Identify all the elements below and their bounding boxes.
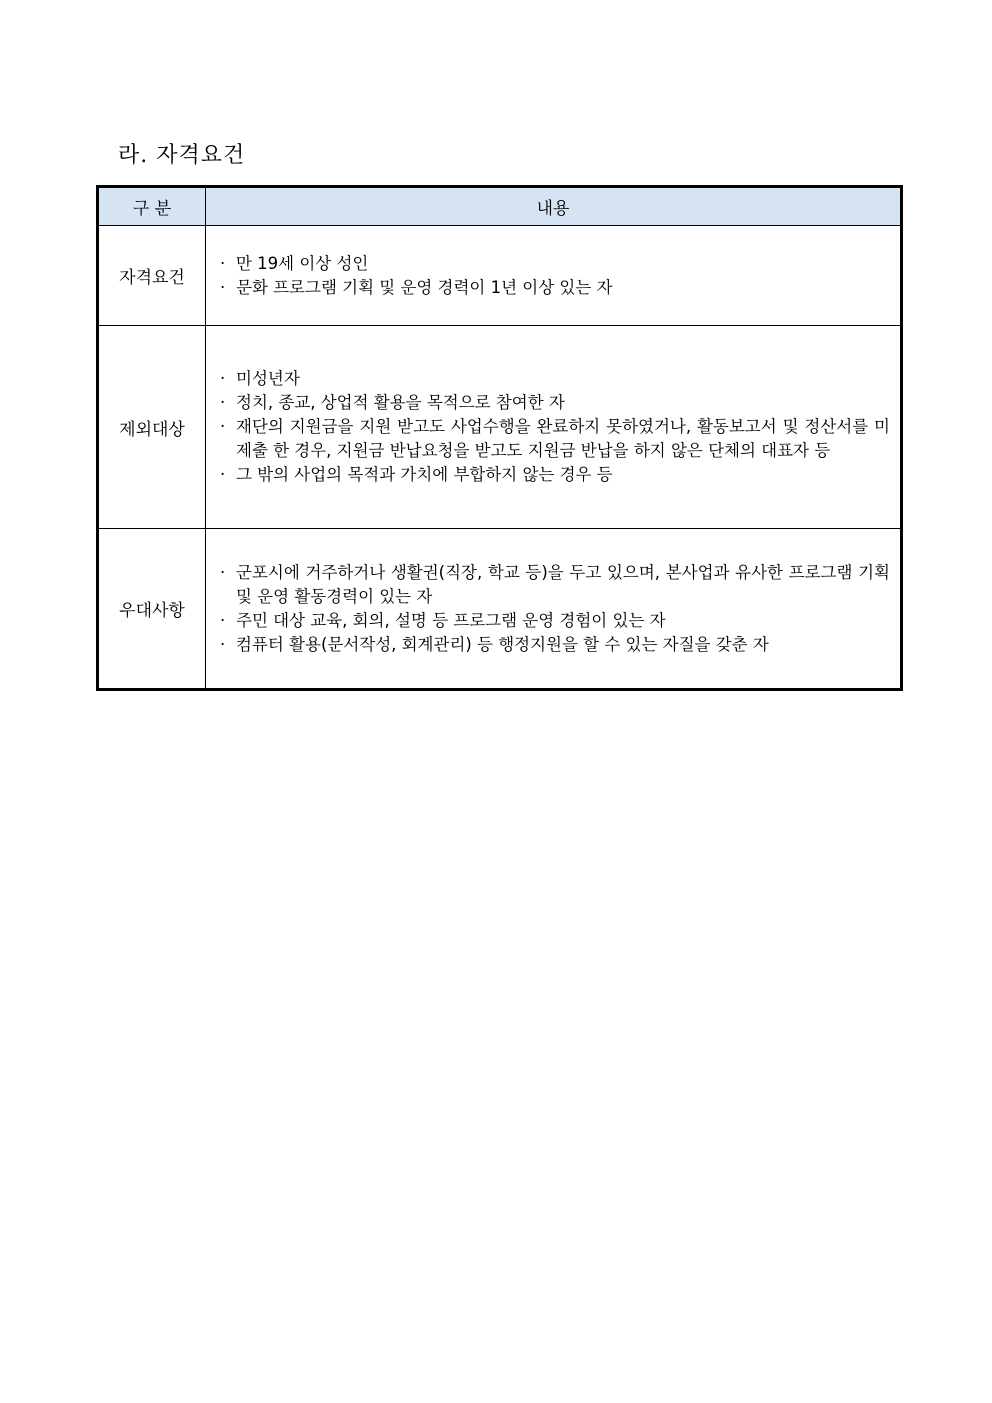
category-cell: 제외대상 bbox=[98, 326, 206, 529]
table-row-exclusions bbox=[98, 326, 902, 529]
category-cell: 자격요건 bbox=[98, 226, 206, 326]
bullet: · bbox=[220, 417, 226, 436]
table-row-preferences bbox=[98, 529, 902, 690]
section-title: 라. 자격요건 bbox=[118, 143, 246, 168]
item-list bbox=[218, 252, 890, 300]
bullet: · bbox=[220, 465, 226, 484]
bullet: · bbox=[220, 277, 226, 297]
content-cell bbox=[206, 529, 902, 690]
bullet: · bbox=[220, 369, 226, 388]
category-cell: 우대사항 bbox=[98, 529, 206, 690]
bullet: · bbox=[220, 610, 226, 630]
content-cell bbox=[206, 326, 902, 529]
list-item: · 컴퓨터 활용(문서작성, 회계관리) 등 행정지원을 할 수 있는 자질을 갖춘 자 bbox=[218, 633, 890, 657]
list-item: · 재단의 지원금을 지원 받고도 사업수행을 완료하지 못하였거나, 활동보고서 및 정산서를 미제출 한 경우, 지원금 반납요청을 받고도 지원금 반납을 하지 않은 단체의 대표자 등 bbox=[220, 417, 890, 460]
header-content: 내용 bbox=[206, 187, 902, 226]
bullet: · bbox=[220, 253, 226, 273]
qualification-table bbox=[96, 185, 903, 691]
item-list bbox=[218, 561, 890, 657]
bullet: · bbox=[220, 562, 226, 582]
list-item: · 그 밖의 사업의 목적과 가치에 부합하지 않는 경우 등 bbox=[218, 463, 890, 487]
item-list bbox=[218, 367, 890, 487]
list-item: · 주민 대상 교육, 회의, 설명 등 프로그램 운영 경험이 있는 자 bbox=[218, 609, 890, 633]
list-item: · 문화 프로그램 기획 및 운영 경력이 1년 이상 있는 자 bbox=[218, 276, 890, 300]
table-row-qualifications bbox=[98, 226, 902, 326]
content-cell bbox=[206, 226, 902, 326]
header-category: 구 분 bbox=[98, 187, 206, 226]
list-item: · 미성년자 bbox=[218, 367, 890, 391]
list-item: · 만 19세 이상 성인 bbox=[218, 252, 890, 276]
bullet: · bbox=[220, 393, 226, 412]
list-item: · 군포시에 거주하거나 생활권(직장, 학교 등)을 두고 있으며, 본사업과 유사한 프로그램 기획 및 운영 활동경력이 있는 자 bbox=[220, 562, 890, 606]
table-header-row bbox=[98, 187, 902, 226]
bullet: · bbox=[220, 634, 226, 654]
list-item: · 정치, 종교, 상업적 활용을 목적으로 참여한 자 bbox=[218, 391, 890, 415]
